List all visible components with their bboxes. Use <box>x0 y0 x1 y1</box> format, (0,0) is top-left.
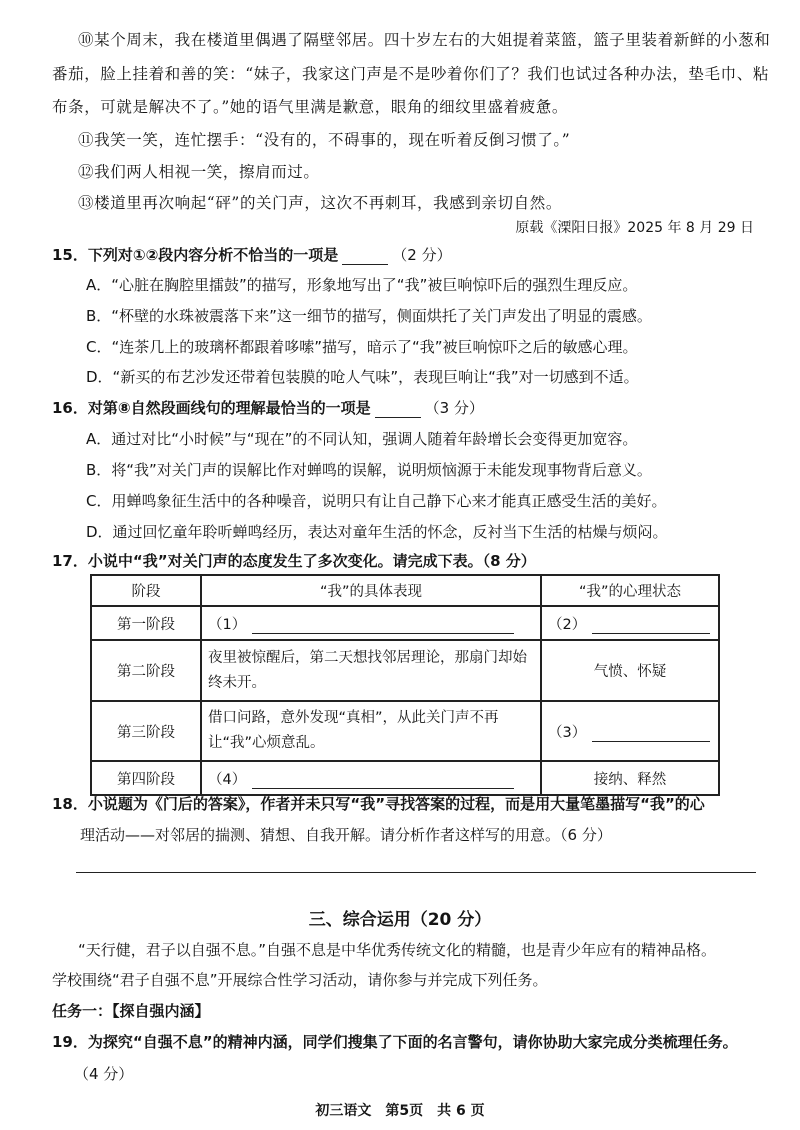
q16-points: （3 分） <box>424 399 484 417</box>
q16-answer-blank[interactable] <box>375 403 421 418</box>
story-paragraph-12: ⑫我们两人相视一笑，擦肩而过。 <box>78 163 320 181</box>
q18-answer-line[interactable] <box>76 872 756 873</box>
q17-table-header-row <box>91 575 719 606</box>
q16-option-b: B．将“我”对关门声的误解比作对蝉鸣的误解，说明烦恼源于未能发现事物背后意义。 <box>86 461 652 479</box>
q15-stem <box>52 245 452 265</box>
q17-table-row <box>91 701 719 761</box>
story-paragraph-13: ⑬楼道里再次响起“砰”的关门声，这次不再刺耳，我感到亲切自然。 <box>78 194 562 212</box>
q17-header-mood: “我”的心理状态 <box>541 575 719 606</box>
q17-row4-mood: 接纳、释然 <box>541 761 719 795</box>
story-paragraph-10-line-1: ⑩某个周末，我在楼道里偶遇了隔壁邻居。四十岁左右的大姐提着菜篮，篮子里装着新鲜的小葱和 <box>78 31 771 49</box>
q17-header-behavior: “我”的具体表现 <box>201 575 541 606</box>
q17-row2-stage: 第二阶段 <box>91 640 201 701</box>
section-3-intro-line-2: 学校围绕“君子自强不息”开展综合性学习活动，请你参与并完成下列任务。 <box>52 971 548 989</box>
task-1-heading: 任务一：【探自强内涵】 <box>52 1002 210 1020</box>
q17-row3-mood-cell <box>541 701 719 761</box>
q18-line-2: 理活动——对邻居的揣测、猜想、自我开解。请分析作者这样写的用意。（6 分） <box>80 826 612 844</box>
story-paragraph-10-line-2: 番茄，脸上挂着和善的笑：“妹子，我家这门声是不是吵着你们了？我们也试过各种办法，垫毛巾、粘 <box>52 65 769 83</box>
q16-stem <box>52 398 484 418</box>
q17-row3-stage: 第三阶段 <box>91 701 201 761</box>
q17-row4-behavior-cell <box>201 761 541 795</box>
q17-blank-4-label: （4） <box>208 771 247 788</box>
q16-option-c: C．用蝉鸣象征生活中的各种噪音，说明只有让自己静下心来才能真正感受生活的美好。 <box>86 492 667 510</box>
q16-stem-text: 16．对第⑧自然段画线句的理解最恰当的一项是 <box>52 399 371 417</box>
q15-option-d: D．“新买的布艺沙发还带着包装膜的呛人气味”，表现巨响让“我”对一切感到不适。 <box>86 368 639 386</box>
q16-option-a: A．通过对比“小时候”与“现在”的不同认知，强调人随着年龄增长会变得更加宽容。 <box>86 430 638 448</box>
q17-table-row <box>91 640 719 701</box>
q15-stem-text: 15．下列对①②段内容分析不恰当的一项是 <box>52 246 339 264</box>
q17-table-row <box>91 761 719 795</box>
q17-row4-stage: 第四阶段 <box>91 761 201 795</box>
q17-blank-2-label: （2） <box>548 616 587 633</box>
q19-line-1: 19．为探究“自强不息”的精神内涵，同学们搜集了下面的名言警句，请你协助大家完成分类梳理任务。 <box>52 1033 738 1051</box>
q16-option-d: D．通过回忆童年聆听蝉鸣经历，表达对童年生活的怀念，反衬当下生活的枯燥与烦闷。 <box>86 523 668 541</box>
q17-blank-3-line[interactable] <box>592 727 710 742</box>
q18-line-1: 18．小说题为《门后的答案》，作者并未只写“我”寻找答案的过程，而是用大量笔墨描写“我”的心 <box>52 795 705 813</box>
page-footer: 初三语文 第5页 共 6 页 <box>315 1103 485 1119</box>
q17-blank-2-line[interactable] <box>592 619 710 634</box>
story-source: 原载《溧阳日报》2025 年 8 月 29 日 <box>515 220 754 236</box>
q17-row2-mood: 气愤、怀疑 <box>541 640 719 701</box>
q17-table <box>90 574 720 796</box>
q15-answer-blank[interactable] <box>342 250 388 265</box>
story-paragraph-11: ⑪我笑一笑，连忙摆手：“没有的，不碍事的，现在听着反倒习惯了。” <box>78 131 571 149</box>
q15-option-a: A．“心脏在胸腔里擂鼓”的描写，形象地写出了“我”被巨响惊吓后的强烈生理反应。 <box>86 276 638 294</box>
q15-points: （2 分） <box>392 246 452 264</box>
q15-option-c: C．“连茶几上的玻璃杯都跟着哆嗦”描写，暗示了“我”被巨响惊吓之后的敏感心理。 <box>86 338 638 356</box>
section-3-intro-line-1: “天行健，君子以自强不息。”自强不息是中华优秀传统文化的精髓，也是青少年应有的精神品格。 <box>78 941 717 959</box>
q17-blank-1-line[interactable] <box>252 619 514 634</box>
q17-blank-3-label: （3） <box>548 724 587 741</box>
q17-row2-behavior: 夜里被惊醒后，第二天想找邻居理论，那扇门却始终未开。 <box>201 640 541 701</box>
q17-stem: 17．小说中“我”对关门声的态度发生了多次变化。请完成下表。（8 分） <box>52 552 536 570</box>
section-3-title: 三、综合运用（20 分） <box>308 910 492 930</box>
q17-row1-behavior-cell <box>201 606 541 640</box>
q17-row1-mood-cell <box>541 606 719 640</box>
q17-row1-stage: 第一阶段 <box>91 606 201 640</box>
q17-table-row <box>91 606 719 640</box>
q15-option-b: B．“杯壁的水珠被震落下来”这一细节的描写，侧面烘托了关门声发出了明显的震感。 <box>86 307 652 325</box>
q19-line-2: （4 分） <box>74 1065 134 1083</box>
q17-blank-1-label: （1） <box>208 616 247 633</box>
q17-row3-behavior: 借口问路，意外发现“真相”，从此关门声不再让“我”心烦意乱。 <box>201 701 541 761</box>
story-paragraph-10-line-3: 布条，可就是解决不了。”她的语气里满是歉意，眼角的细纹里盛着疲惫。 <box>52 98 568 116</box>
q17-header-stage: 阶段 <box>91 575 201 606</box>
q17-blank-4-line[interactable] <box>252 774 514 789</box>
